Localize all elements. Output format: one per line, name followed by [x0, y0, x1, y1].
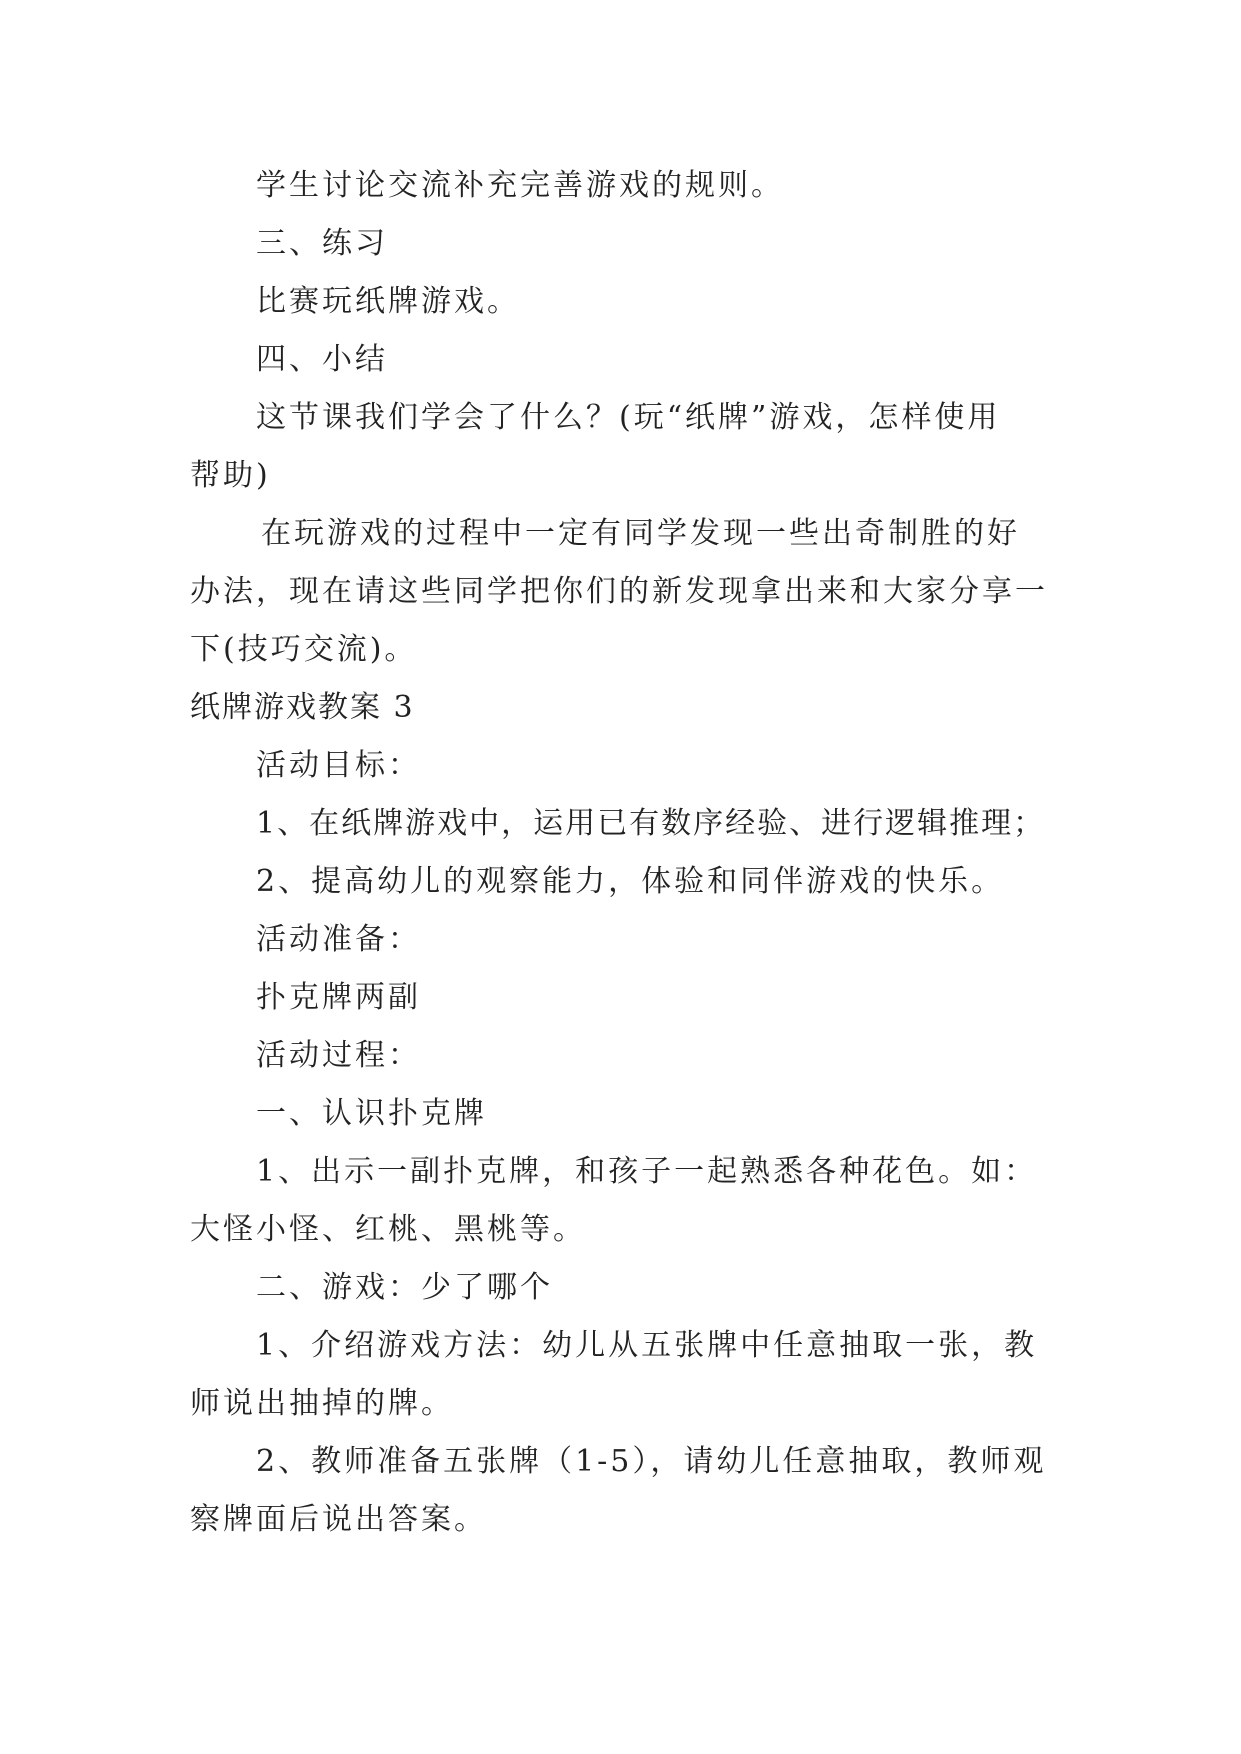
text-line: 活动准备： [256, 922, 421, 957]
text-line: 师说出抽掉的牌。 [190, 1386, 454, 1421]
text-line: 帮助) [190, 458, 271, 493]
section-heading: 四、小结 [256, 342, 388, 377]
text-line: 比赛玩纸牌游戏。 [256, 284, 520, 319]
text-line: 扑克牌两副 [256, 980, 421, 1015]
list-item: 1、在纸牌游戏中，运用已有数序经验、进行逻辑推理； [256, 806, 1046, 841]
text-line: 活动过程： [256, 1038, 421, 1073]
list-item: 2、提高幼儿的观察能力，体验和同伴游戏的快乐。 [256, 864, 1005, 899]
section-heading: 二、游戏：少了哪个 [256, 1270, 553, 1305]
text-line: 学生讨论交流补充完善游戏的规则。 [256, 168, 784, 203]
list-item: 1、介绍游戏方法：幼儿从五张牌中任意抽取一张，教 [256, 1328, 1038, 1363]
section-heading: 一、认识扑克牌 [256, 1096, 487, 1131]
text-line: 下(技巧交流)。 [190, 632, 418, 667]
text-line: 办法，现在请这些同学把你们的新发现拿出来和大家分享一 [190, 574, 1048, 609]
list-item: 1、出示一副扑克牌，和孩子一起熟悉各种花色。如： [256, 1154, 1038, 1189]
text-line: 这节课我们学会了什么？(玩“纸牌”游戏，怎样使用 [256, 400, 1001, 435]
list-item: 2、教师准备五张牌（1-5），请幼儿任意抽取，教师观 [256, 1444, 1047, 1479]
text-line: 在玩游戏的过程中一定有同学发现一些出奇制胜的好 [261, 516, 1020, 551]
section-heading: 三、练习 [256, 226, 388, 261]
text-line: 活动目标： [256, 748, 421, 783]
text-line: 大怪小怪、红桃、黑桃等。 [190, 1212, 586, 1247]
text-line: 察牌面后说出答案。 [190, 1502, 487, 1537]
document-title: 纸牌游戏教案 3 [190, 690, 415, 725]
